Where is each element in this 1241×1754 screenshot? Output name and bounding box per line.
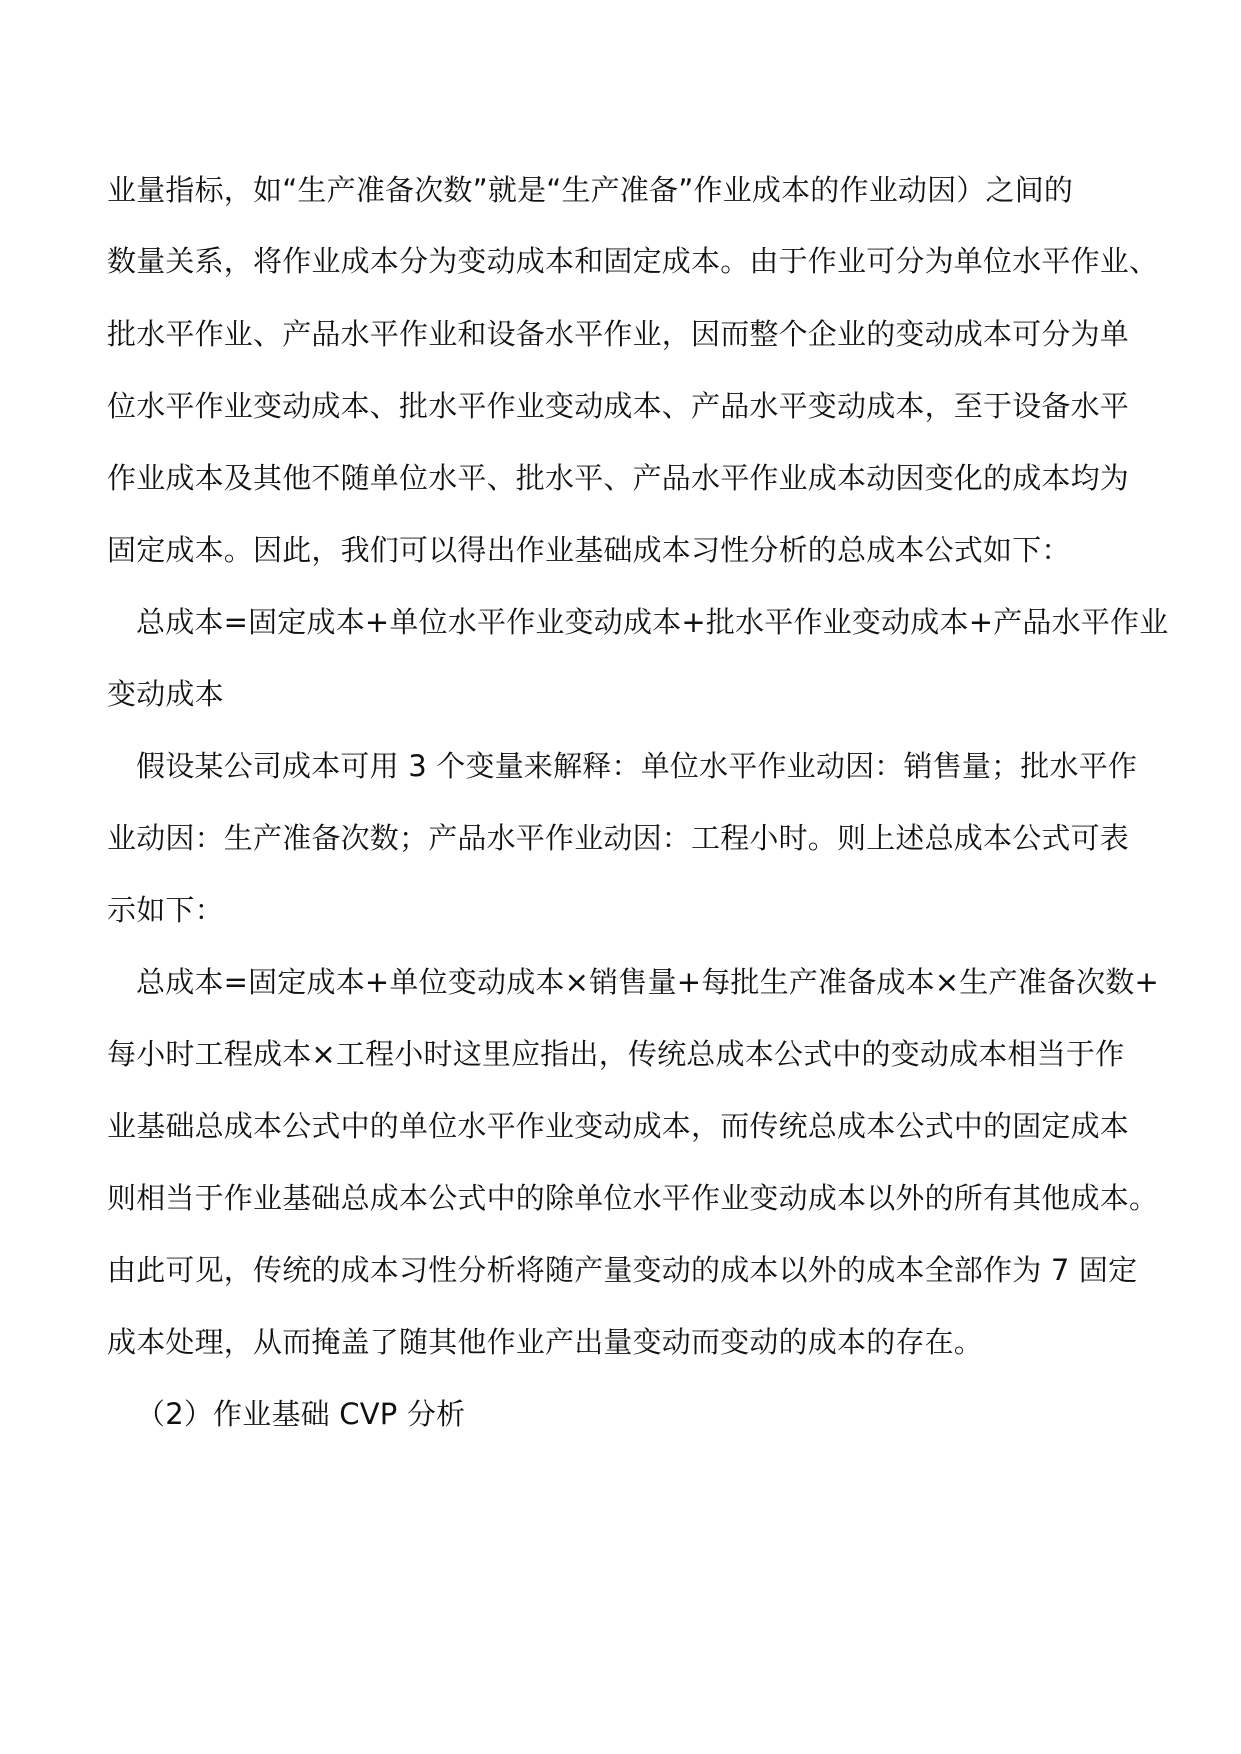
paragraph-line: 假设某公司成本可用 3 个变量来解释：单位水平作业动因：销售量；批水平作 bbox=[136, 749, 1138, 783]
paragraph-line: 业动因：生产准备次数；产品水平作业动因：工程小时。则上述总成本公式可表 bbox=[107, 821, 1130, 855]
paragraph-line: 业量指标，如“生产准备次数”就是“生产准备”作业成本的作业动因）之间的 bbox=[107, 173, 1074, 207]
paragraph-line: 位水平作业变动成本、批水平作业变动成本、产品水平变动成本，至于设备水平 bbox=[107, 389, 1130, 423]
formula-line: 变动成本 bbox=[107, 677, 224, 711]
paragraph-line: 作业成本及其他不随单位水平、批水平、产品水平作业成本动因变化的成本均为 bbox=[107, 461, 1130, 495]
paragraph-line: 示如下： bbox=[107, 893, 224, 927]
paragraph-line: 每小时工程成本×工程小时这里应指出，传统总成本公式中的变动成本相当于作 bbox=[107, 1037, 1125, 1071]
paragraph-line: 批水平作业、产品水平作业和设备水平作业，因而整个企业的变动成本可分为单 bbox=[107, 317, 1130, 351]
paragraph-line: 数量关系，将作业成本分为变动成本和固定成本。由于作业可分为单位水平作业、 bbox=[107, 244, 1159, 278]
paragraph-line: 由此可见，传统的成本习性分析将随产量变动的成本以外的成本全部作为 7 固定 bbox=[107, 1253, 1138, 1287]
paragraph-line: 成本处理，从而掩盖了随其他作业产出量变动而变动的成本的存在。 bbox=[107, 1325, 984, 1359]
formula-line: 总成本=固定成本+单位变动成本×销售量+每批生产准备成本×生产准备次数+ bbox=[136, 965, 1159, 999]
formula-line: 总成本=固定成本+单位水平作业变动成本+批水平作业变动成本+产品水平作业 bbox=[136, 605, 1169, 639]
paragraph-line: 则相当于作业基础总成本公式中的除单位水平作业变动成本以外的所有其他成本。 bbox=[107, 1181, 1159, 1215]
paragraph-line: 固定成本。因此，我们可以得出作业基础成本习性分析的总成本公式如下： bbox=[107, 533, 1071, 567]
paragraph-line: 业基础总成本公式中的单位水平作业变动成本，而传统总成本公式中的固定成本 bbox=[107, 1109, 1130, 1143]
section-heading: （2）作业基础 CVP 分析 bbox=[136, 1397, 466, 1431]
